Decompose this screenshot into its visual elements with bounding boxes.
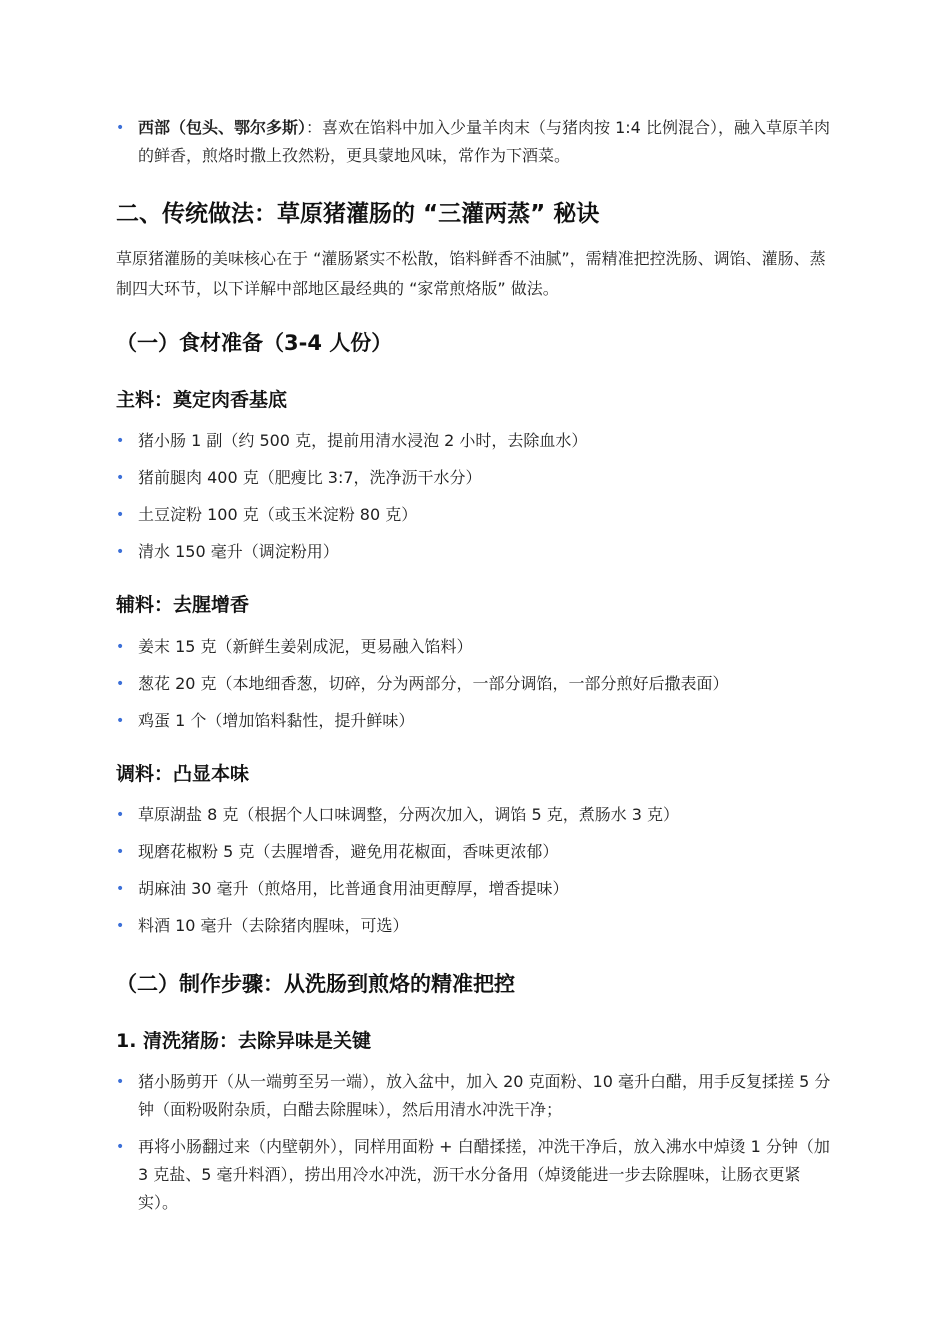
list-item — [0, 875, 950, 903]
aux-ingredients-list-block — [0, 633, 950, 735]
list-item — [0, 427, 950, 455]
bullet-dot-icon: • — [116, 470, 125, 486]
bullet-dot-icon: • — [116, 918, 125, 934]
intro-paragraph: 草原猪灌肠的美味核心在于 “灌肠紧实不松散，馅料鲜香不油腻”，需精准把控洗肠、调馅、灌肠、蒸制四大环节，以下详解中部地区最经典的 “家常煎烙版” 做法。 — [116, 249, 826, 298]
seasoning-heading: 调料：凸显本味 — [116, 763, 250, 785]
region-text: ：喜欢在馅料中加入少量羊肉末（与猪肉按 1:4 比例混合），融入草原羊肉的鲜香，煎烙时撒上孜然粉，更具蒙地风味，常作为下酒菜。 — [138, 118, 830, 165]
list-item — [0, 1068, 950, 1124]
list-item-text: 猪小肠 1 副（约 500 克，提前用清水浸泡 2 小时，去除血水） — [138, 431, 588, 450]
list-item — [0, 670, 950, 698]
list-item — [0, 501, 950, 529]
list-item — [0, 114, 950, 170]
step1-heading: 1. 清洗猪肠：去除异味是关键 — [116, 1030, 372, 1052]
list-item-text: 猪小肠剪开（从一端剪至另一端），放入盆中，加入 20 克面粉、10 毫升白醋，用手反复揉搓 5 分钟（面粉吸附杂质，白醋去除腥味），然后用清水冲洗干净； — [138, 1072, 831, 1119]
bullet-dot-icon: • — [116, 1074, 125, 1090]
list-item-text: 土豆淀粉 100 克（或玉米淀粉 80 克） — [138, 505, 418, 524]
list-item — [0, 801, 950, 829]
list-item-text: 姜末 15 克（新鲜生姜剁成泥，更易融入馅料） — [138, 637, 473, 656]
list-item — [0, 1133, 950, 1217]
ingredients-heading-block — [0, 328, 950, 358]
list-item — [0, 464, 950, 492]
main-ingredients-block — [0, 386, 950, 414]
region-label: 西部（包头、鄂尔多斯） — [138, 118, 307, 137]
bullet-dot-icon: • — [116, 507, 125, 523]
list-item-text: 草原湖盐 8 克（根据个人口味调整，分两次加入，调馅 5 克，煮肠水 3 克） — [138, 805, 680, 824]
intro-paragraph-block — [0, 244, 950, 304]
seasoning-block — [0, 760, 950, 788]
bullet-dot-icon: • — [116, 676, 125, 692]
top-bullet-list — [0, 114, 950, 170]
main-ingredients-list-block — [0, 427, 950, 566]
main-ingredients-list — [0, 427, 950, 566]
steps-heading: （二）制作步骤：从洗肠到煎烙的精准把控 — [116, 972, 515, 996]
seasoning-list-block — [0, 801, 950, 940]
steps-heading-block — [0, 969, 950, 999]
list-item-text: 料酒 10 毫升（去除猪肉腥味，可选） — [138, 916, 409, 935]
bullet-dot-icon: • — [116, 120, 125, 136]
bullet-dot-icon: • — [116, 544, 125, 560]
list-item — [0, 538, 950, 566]
list-item — [0, 633, 950, 661]
step1-block — [0, 1027, 950, 1055]
list-item — [0, 838, 950, 866]
list-item-text: 猪前腿肉 400 克（肥瘦比 3:7，洗净沥干水分） — [138, 468, 482, 487]
list-item — [0, 707, 950, 735]
list-item-text: 葱花 20 克（本地细香葱，切碎，分为两部分，一部分调馅，一部分煎好后撒表面） — [138, 674, 729, 693]
list-item-text: 清水 150 毫升（调淀粉用） — [138, 542, 339, 561]
main-ingredients-heading: 主料：奠定肉香基底 — [116, 389, 288, 411]
bullet-dot-icon: • — [116, 713, 125, 729]
list-item-text: 再将小肠翻过来（内壁朝外），同样用面粉 + 白醋揉搓，冲洗干净后，放入沸水中焯烫 1 分钟（加 3 克盐、5 毫升料酒），捞出用冷水冲洗，沥干水分备用（焯烫能进一步去除腥味，让肠衣更紧实）。 — [138, 1137, 830, 1212]
bullet-dot-icon: • — [116, 639, 125, 655]
bullet-dot-icon: • — [116, 433, 125, 449]
list-item-text: 现磨花椒粉 5 克（去腥增香，避免用花椒面，香味更浓郁） — [138, 842, 559, 861]
aux-ingredients-list — [0, 633, 950, 735]
section2-heading-block — [0, 198, 950, 230]
bullet-dot-icon: • — [116, 881, 125, 897]
step1-list — [0, 1068, 950, 1217]
list-item — [0, 912, 950, 940]
bullet-dot-icon: • — [116, 1139, 125, 1155]
bullet-dot-icon: • — [116, 844, 125, 860]
ingredients-heading: （一）食材准备（3-4 人份） — [116, 331, 393, 355]
step1-list-block — [0, 1068, 950, 1217]
list-item-text: 鸡蛋 1 个（增加馅料黏性，提升鲜味） — [138, 711, 415, 730]
list-item-text: 胡麻油 30 毫升（煎烙用，比普通食用油更醇厚，增香提味） — [138, 879, 569, 898]
bullet-dot-icon: • — [116, 807, 125, 823]
aux-ingredients-heading: 辅料：去腥增香 — [116, 594, 250, 616]
aux-ingredients-block — [0, 591, 950, 619]
section-heading: 二、传统做法：草原猪灌肠的 “三灌两蒸” 秘诀 — [116, 201, 600, 227]
seasoning-list — [0, 801, 950, 940]
top-bullet-block — [0, 114, 950, 170]
